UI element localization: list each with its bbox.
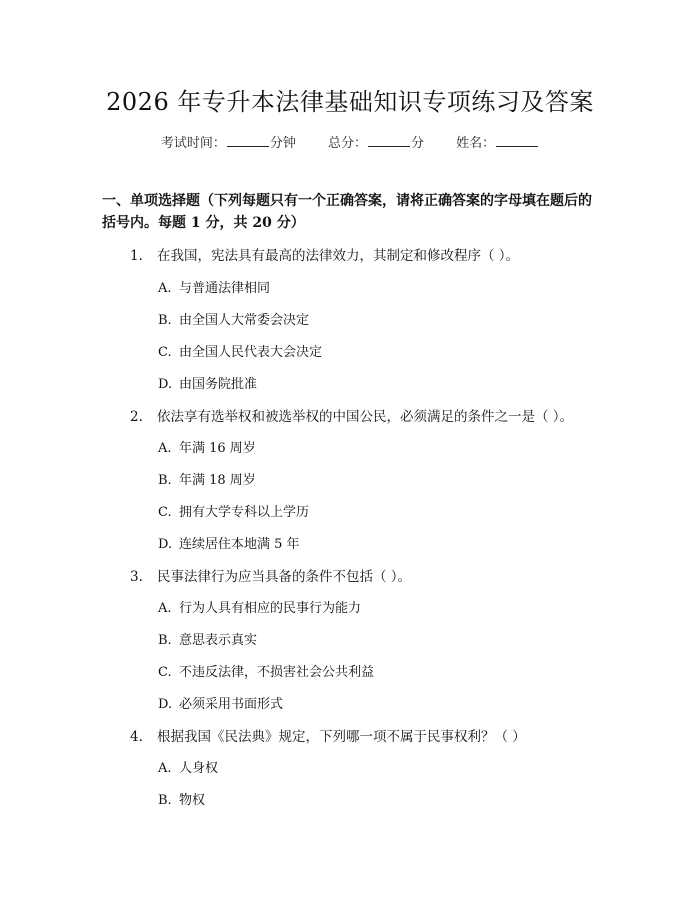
question-number: 3. xyxy=(130,569,143,585)
question-3-option-d xyxy=(158,693,283,712)
option-letter: C. xyxy=(158,505,172,520)
option-text: 必须采用书面形式 xyxy=(179,697,284,712)
question-number: 2. xyxy=(130,409,143,425)
exam-time xyxy=(161,132,296,151)
option-letter: A. xyxy=(158,601,172,616)
option-letter: D. xyxy=(158,537,173,552)
option-text: 年满 18 周岁 xyxy=(179,473,256,488)
option-letter: D. xyxy=(158,697,173,712)
option-letter: D. xyxy=(158,377,173,392)
question-number: 1. xyxy=(130,248,143,264)
question-4 xyxy=(130,725,526,745)
exam-time-blank xyxy=(227,134,269,147)
option-text: 拥有大学专科以上学历 xyxy=(179,505,310,520)
student-name-label: 姓名： xyxy=(456,136,496,151)
question-2-option-d xyxy=(158,533,300,552)
section-heading xyxy=(102,190,602,234)
option-text: 年满 16 周岁 xyxy=(179,441,256,456)
option-letter: C. xyxy=(158,345,172,360)
question-4-option-a xyxy=(158,757,218,776)
exam-time-label: 考试时间： xyxy=(160,136,226,151)
option-text: 人身权 xyxy=(179,761,219,776)
question-number: 4. xyxy=(130,729,143,745)
exam-time-unit: 分钟 xyxy=(269,136,296,151)
question-1-option-a xyxy=(158,277,270,296)
option-letter: A. xyxy=(158,281,172,296)
option-letter: B. xyxy=(158,793,172,808)
question-4-option-b xyxy=(158,789,205,808)
option-text: 由全国人大常委会决定 xyxy=(179,313,310,328)
question-1-option-b xyxy=(158,309,309,328)
question-text: 在我国，宪法具有最高的法律效力，其制定和修改程序（ ）。 xyxy=(157,248,520,264)
option-text: 由全国人民代表大会决定 xyxy=(179,345,323,360)
question-text: 根据我国《民法典》规定，下列哪一项不属于民事权利？（ ） xyxy=(157,729,526,745)
option-text: 连续居住本地满 5 年 xyxy=(179,537,300,552)
question-text: 民事法律行为应当具备的条件不包括（ ）。 xyxy=(157,569,412,585)
option-letter: A. xyxy=(158,441,172,456)
option-letter: B. xyxy=(158,313,172,328)
option-text: 物权 xyxy=(179,793,206,808)
question-1 xyxy=(130,244,519,264)
question-text: 依法享有选举权和被选举权的中国公民，必须满足的条件之一是（ ）。 xyxy=(157,409,574,425)
question-2-option-c xyxy=(158,501,309,520)
total-score xyxy=(328,132,424,151)
option-text: 不违反法律，不损害社会公共利益 xyxy=(179,665,375,680)
section-heading-line2: 括号内。每题 1 分，共 20 分） xyxy=(102,215,305,231)
question-3 xyxy=(130,565,411,585)
question-3-option-b xyxy=(158,629,257,648)
question-1-option-c xyxy=(158,341,322,360)
option-text: 意思表示真实 xyxy=(179,633,258,648)
option-letter: B. xyxy=(158,473,172,488)
question-2-option-a xyxy=(158,437,256,456)
question-1-option-d xyxy=(158,373,257,392)
exam-meta xyxy=(0,132,700,151)
page-title: 2026 年专升本法律基础知识专项练习及答案 xyxy=(106,88,594,116)
option-letter: A. xyxy=(158,761,172,776)
section-heading-line1: 一、单项选择题（下列每题只有一个正确答案，请将正确答案的字母填在题后的 xyxy=(102,193,592,209)
question-3-option-c xyxy=(158,661,374,680)
student-name xyxy=(456,132,539,151)
question-2-option-b xyxy=(158,469,256,488)
option-letter: C. xyxy=(158,665,172,680)
total-score-label: 总分： xyxy=(327,136,367,151)
total-score-blank xyxy=(368,134,410,147)
option-text: 与普通法律相同 xyxy=(179,281,271,296)
option-text: 行为人具有相应的民事行为能力 xyxy=(179,601,362,616)
total-score-unit: 分 xyxy=(411,136,425,151)
option-letter: B. xyxy=(158,633,172,648)
question-3-option-a xyxy=(158,597,361,616)
student-name-blank xyxy=(496,134,538,147)
option-text: 由国务院批准 xyxy=(179,377,258,392)
question-2 xyxy=(130,405,573,425)
